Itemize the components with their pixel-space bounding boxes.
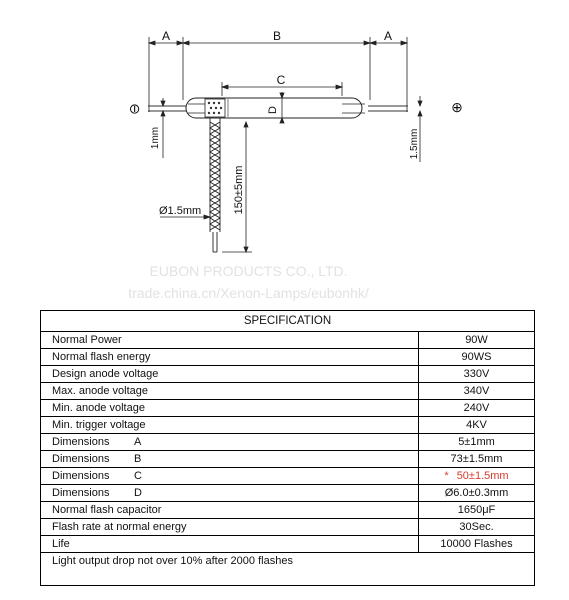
one-five-mm-label: 1.5mm <box>409 128 420 160</box>
spec-row-name-text: Dimensions <box>52 436 110 448</box>
watermark-company: EUBON PRODUCTS CO., LTD. <box>149 263 348 279</box>
spec-row-value-cell <box>419 383 534 399</box>
trigger-wire <box>210 118 220 252</box>
length-label: 150±5mm <box>233 165 245 215</box>
spec-row-value-cell <box>419 434 534 450</box>
spec-row-name: Flash rate at normal energy <box>41 519 419 535</box>
spec-row-value: 30Sec. <box>459 521 494 533</box>
spec-row-value-cell <box>419 536 534 552</box>
spec-row-name: Max. anode voltage <box>41 383 419 399</box>
spec-row-value-cell <box>419 349 534 365</box>
dim-c-label: C <box>276 73 286 87</box>
spec-row-value: 73±1.5mm <box>450 453 503 465</box>
spec-row-value-cell <box>419 417 534 433</box>
spec-row-value: 90WS <box>461 351 492 363</box>
spec-row-value: 1650μF <box>457 504 496 516</box>
spec-row-value-cell <box>419 468 534 484</box>
spec-row <box>41 485 534 502</box>
spec-row <box>41 366 534 383</box>
spec-row-value-cell <box>419 502 534 518</box>
spec-row <box>41 502 534 519</box>
spec-row <box>41 519 534 536</box>
spec-footer-row <box>41 553 534 570</box>
spec-row <box>41 400 534 417</box>
plus-terminal-icon: ⊕ <box>451 99 463 115</box>
spec-row-sub: A <box>134 436 142 448</box>
spec-row-name <box>41 434 419 450</box>
spec-row-value-cell <box>419 332 534 348</box>
spec-row-sub: C <box>134 470 142 482</box>
spec-row-name-text: Dimensions <box>52 453 110 465</box>
spec-row-name <box>41 485 419 501</box>
spec-row-name <box>41 451 419 467</box>
spec-row-name: Min. trigger voltage <box>41 417 419 433</box>
spec-row-name-text: Dimensions <box>52 470 110 482</box>
spec-row-name: Normal flash capacitor <box>41 502 419 518</box>
spec-title: SPECIFICATION <box>41 311 534 332</box>
spec-row-value: 340V <box>463 385 490 397</box>
diameter-label: Ø1.5mm <box>159 205 202 217</box>
minus-terminal-icon: ⊖ <box>126 103 142 115</box>
spec-row <box>41 536 534 553</box>
dim-a-right-label: A <box>383 29 393 43</box>
dim-a-left-label: A <box>161 29 171 43</box>
spec-row <box>41 434 534 451</box>
spec-row-value-cell <box>419 519 534 535</box>
spec-row-value: 240V <box>463 402 490 414</box>
spec-row-value: Ø6.0±0.3mm <box>444 487 509 499</box>
one-mm-label: 1mm <box>150 126 161 150</box>
spec-row <box>41 451 534 468</box>
spec-row-value: 330V <box>463 368 490 380</box>
spec-row-value: 10000 Flashes <box>440 538 513 550</box>
spec-row <box>41 332 534 349</box>
spec-footer: Light output drop not over 10% after 2000 flashes <box>52 555 293 567</box>
spec-row <box>41 417 534 434</box>
spec-row <box>41 383 534 400</box>
spec-row-name: Normal flash energy <box>41 349 419 365</box>
spec-row-value-cell <box>419 451 534 467</box>
spec-rows <box>41 332 534 553</box>
spec-row-name: Normal Power <box>41 332 419 348</box>
spec-row-mark: * <box>444 470 449 482</box>
dim-b-label: B <box>272 29 282 43</box>
spec-row-name-text: Dimensions <box>52 487 110 499</box>
spec-row-value: 4KV <box>466 419 487 431</box>
spec-row <box>41 468 534 485</box>
spec-row-value: 5±1mm <box>458 436 495 448</box>
spec-row-name: Design anode voltage <box>41 366 419 382</box>
spec-row-sub: B <box>134 453 142 465</box>
spec-row-value-cell <box>419 366 534 382</box>
spec-row-name: Min. anode voltage <box>41 400 419 416</box>
spec-row-value-cell <box>419 400 534 416</box>
dim-d-label: D <box>267 106 279 114</box>
spec-row-name: Life <box>41 536 419 552</box>
spec-row-value: 50±1.5mm <box>456 470 509 482</box>
spec-row-name <box>41 468 419 484</box>
spec-row-value: 90W <box>465 334 488 346</box>
spec-row-sub: D <box>134 487 142 499</box>
spec-row-value-cell <box>419 485 534 501</box>
spec-table <box>40 310 535 586</box>
spec-row <box>41 349 534 366</box>
watermark-url: trade.china.cn/Xenon-Lamps/eubonhk/ <box>128 285 369 301</box>
